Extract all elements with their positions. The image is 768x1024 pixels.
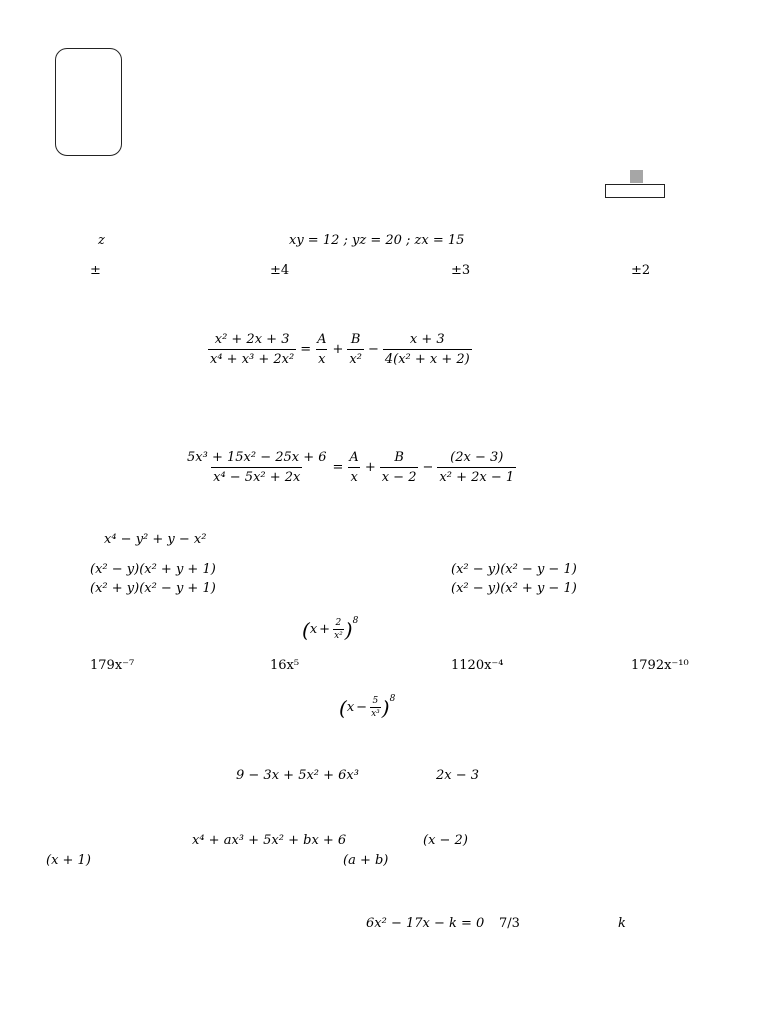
q9-unknown: k: [618, 916, 626, 931]
q6-open-paren: (: [339, 695, 347, 720]
q8-sum: (a + b): [343, 853, 389, 868]
q6-binomial: [339, 696, 395, 719]
q2-term3-denominator: 4(x² + x + 2): [383, 349, 472, 367]
q3-term2-numerator: B: [394, 450, 404, 465]
q4-option-1[interactable]: (x² − y)(x² + y + 1): [90, 562, 216, 577]
q2-term2-numerator: B: [350, 332, 361, 347]
q3-lhs-numerator: 5x³ + 15x² − 25x + 6: [187, 450, 327, 465]
q5-fraction: [333, 618, 344, 641]
q3-term3-numerator: (2x − 3): [450, 450, 504, 465]
header-frame: [55, 48, 122, 156]
q2-term2-denominator: x²: [347, 349, 364, 367]
q2-term1-denominator: x: [316, 349, 327, 367]
q3-term1: [347, 450, 360, 485]
q4-option-2[interactable]: (x² − y)(x² − y − 1): [451, 562, 577, 577]
q1-option-4[interactable]: ±2: [631, 263, 651, 278]
q5-open-paren: (: [302, 617, 310, 642]
q3-plus: +: [364, 460, 376, 475]
q2-equals: =: [300, 342, 312, 357]
q8-factor-2: (x + 1): [46, 853, 91, 868]
q3-term3-denominator: x² + 2x − 1: [437, 467, 516, 485]
q2-term1-numerator: A: [317, 332, 327, 347]
q3-minus: −: [422, 460, 434, 475]
marker-square: [630, 170, 643, 183]
q8-polynomial: x⁴ + ax³ + 5x² + bx + 6: [192, 833, 347, 848]
q2-term2: [347, 332, 364, 367]
q7-divisor: 2x − 3: [436, 768, 480, 783]
q5-power: 8: [352, 616, 359, 626]
q2-term1: [315, 332, 328, 367]
q3-lhs-denominator: x⁴ − 5x² + 2x: [211, 467, 302, 485]
q6-close-paren: ): [381, 695, 390, 720]
q5-frac-numerator: 2: [335, 618, 342, 628]
q6-fraction: [370, 696, 381, 719]
q4-option-3[interactable]: (x² + y)(x² − y + 1): [90, 581, 216, 596]
q1-option-3[interactable]: ±3: [451, 263, 471, 278]
q6-frac-numerator: 5: [372, 696, 379, 706]
q6-power: 8: [389, 694, 396, 704]
q3-equals: =: [332, 460, 344, 475]
q9-equation: 6x² − 17x − k = 0: [366, 916, 485, 931]
q2-term3-numerator: x + 3: [409, 332, 445, 347]
q5-frac-denominator: x²: [334, 631, 343, 641]
q2-minus: −: [367, 342, 379, 357]
q3-term1-denominator: x: [348, 467, 359, 485]
q2-lhs-fraction: [208, 332, 296, 367]
q2-equation: [206, 332, 474, 367]
q6-minus: −: [356, 700, 368, 715]
q9-root: 7/3: [499, 916, 520, 931]
q7-dividend: 9 − 3x + 5x² + 6x³: [236, 768, 359, 783]
q8-factor-1: (x − 2): [423, 833, 468, 848]
q5-binomial: [302, 618, 358, 641]
q1-condition: xy = 12 ; yz = 20 ; zx = 15: [289, 233, 465, 248]
q5-option-3[interactable]: 1120x⁻⁴: [451, 658, 504, 673]
q2-term3: [383, 332, 472, 367]
q2-lhs-numerator: x² + 2x + 3: [214, 332, 290, 347]
q2-plus: +: [332, 342, 344, 357]
q5-option-4[interactable]: 1792x⁻¹⁰: [631, 658, 689, 673]
q5-close-paren: ): [344, 617, 353, 642]
q6-x: x: [346, 700, 355, 715]
q3-term1-numerator: A: [349, 450, 359, 465]
q2-lhs-denominator: x⁴ + x³ + 2x²: [208, 349, 296, 367]
q5-x: x: [309, 622, 318, 637]
q4-option-4[interactable]: (x² − y)(x² + y − 1): [451, 581, 577, 596]
q4-expression: x⁴ − y² + y − x²: [104, 532, 207, 547]
q5-option-2[interactable]: 16x⁵: [270, 658, 300, 673]
q1-option-2[interactable]: ±4: [270, 263, 290, 278]
q6-frac-denominator: x³: [371, 709, 380, 719]
q3-term3: [437, 450, 516, 485]
q5-plus: +: [319, 622, 331, 637]
q1-variable: z: [98, 233, 105, 248]
q3-lhs-fraction: [185, 450, 329, 485]
q1-option-1[interactable]: ±: [90, 263, 101, 278]
q3-equation: [183, 450, 518, 485]
q5-option-1[interactable]: 179x⁻⁷: [90, 658, 135, 673]
q3-term2-denominator: x − 2: [380, 467, 419, 485]
q3-term2: [380, 450, 419, 485]
answer-box[interactable]: [605, 184, 665, 198]
